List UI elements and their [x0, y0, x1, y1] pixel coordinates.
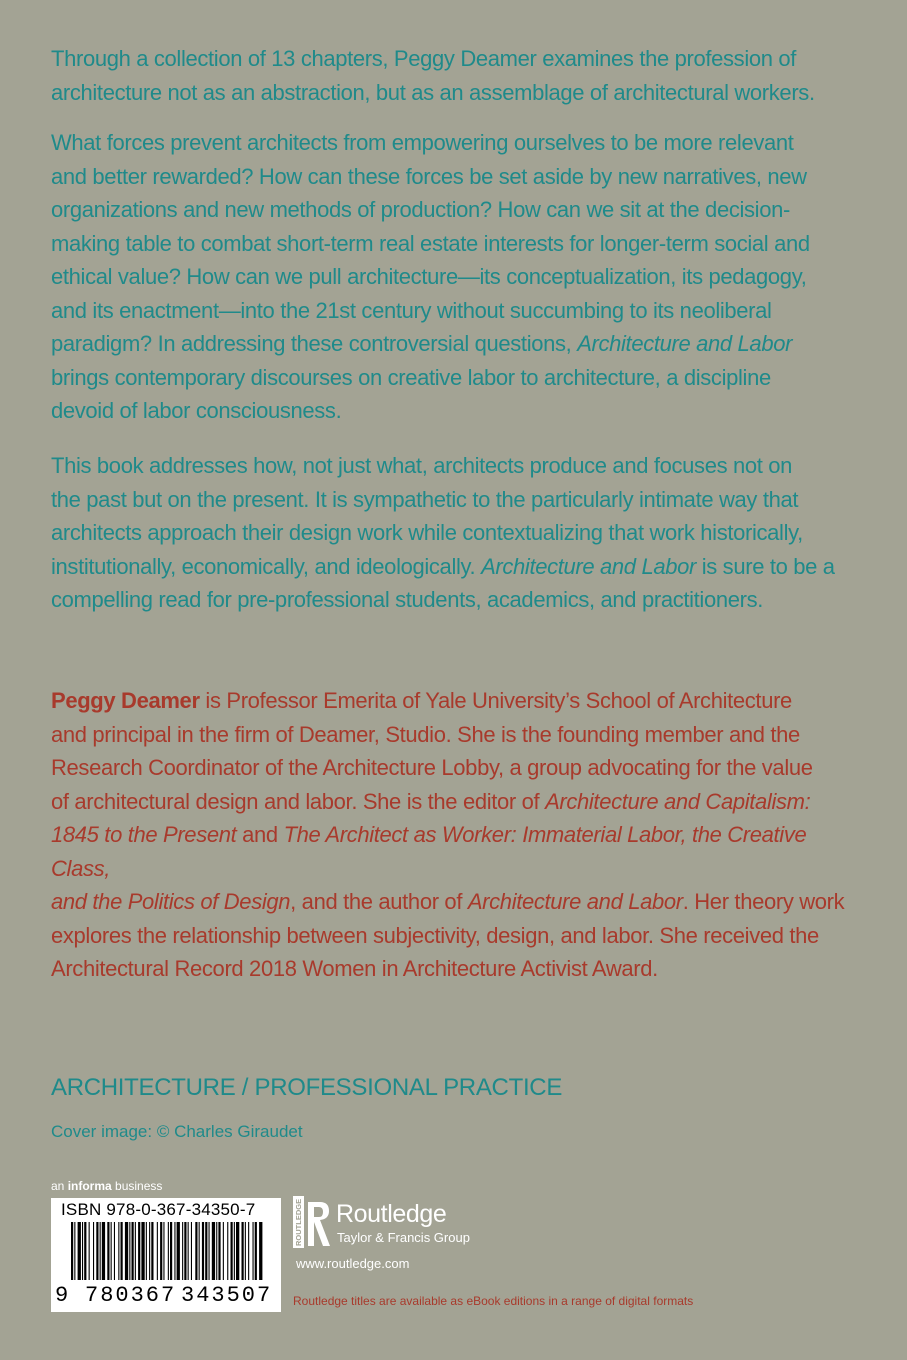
barcode-digit-first: 9 [55, 1283, 69, 1308]
barcode-bar [199, 1222, 200, 1280]
blurb-paragraph-3 [51, 449, 851, 617]
informa-business-tag [51, 1179, 162, 1193]
barcode-bar [149, 1222, 150, 1280]
ebook-availability-note: Routledge titles are available as eBook editions in a range of digital formats [293, 1294, 694, 1308]
barcode-bar [182, 1222, 183, 1280]
bio-line: Research Coordinator of the Architecture Lobby, a group advocating for the value [51, 755, 813, 780]
isbn-barcode [51, 1198, 281, 1312]
barcode-bar [184, 1222, 186, 1280]
barcode-bar [163, 1222, 164, 1280]
barcode-bar [170, 1222, 172, 1280]
barcode-digits-left: 780367 [85, 1283, 177, 1308]
barcode-bar [248, 1222, 249, 1280]
barcode-bar [202, 1222, 204, 1280]
barcode-bar [191, 1222, 192, 1280]
barcode-bar [129, 1222, 130, 1280]
barcode-bar [174, 1222, 175, 1280]
informa-text: an [51, 1179, 68, 1193]
book-title: Architecture and Labor [467, 889, 683, 914]
blurb-paragraph-2 [51, 126, 851, 428]
publisher-name: Routledge [336, 1200, 447, 1228]
publisher-group: Taylor & Francis Group [337, 1230, 470, 1245]
barcode-bar [236, 1222, 239, 1280]
blurb-line: institutionally, economically, and ideologically. [51, 553, 482, 579]
barcode-bar [71, 1222, 73, 1280]
barcode-bar [138, 1222, 140, 1280]
barcode-bar [227, 1222, 228, 1280]
barcode-bar [259, 1222, 262, 1280]
informa-brand: informa [67, 1179, 112, 1193]
barcode-bar [74, 1222, 75, 1280]
barcode-bar [107, 1222, 109, 1280]
publisher-url[interactable]: www.routledge.com [296, 1256, 410, 1271]
book-title: and the Politics of Design [51, 889, 291, 914]
barcode-bar [132, 1222, 134, 1280]
blurb-line: architects approach their design work while contextualizing that work historically, [51, 520, 803, 545]
barcode-bar [114, 1222, 115, 1280]
barcode-bars [51, 1222, 281, 1286]
barcode-bar [231, 1222, 233, 1280]
barcode-bar [168, 1222, 169, 1280]
bio-text: and [236, 822, 284, 847]
subject-category: ARCHITECTURE / PROFESSIONAL PRACTICE [51, 1074, 563, 1101]
author-name: Peggy Deamer [51, 688, 200, 713]
blurb-line: Through a collection of 13 chapters, Peggy Deamer examines the profession of [51, 46, 797, 71]
barcode-bar [118, 1222, 119, 1280]
book-title: 1845 to the Present [51, 822, 237, 847]
barcode-bar [216, 1222, 217, 1280]
barcode-bar [78, 1222, 81, 1280]
barcode-bar [209, 1222, 210, 1280]
barcode-bar [121, 1222, 123, 1280]
blurb-text: is sure to be a [695, 553, 835, 579]
barcode-bar [82, 1222, 83, 1280]
barcode-digits-right: 343507 [181, 1283, 273, 1308]
barcode-bar [160, 1222, 162, 1280]
isbn-label: ISBN 978-0-367-34350-7 [61, 1200, 256, 1219]
blurb-paragraph-1 [51, 42, 851, 109]
bio-text: . Her theory work [682, 889, 845, 914]
blurb-line: paradigm? In addressing these controversial questions, [51, 331, 578, 356]
blurb-line: ethical value? How can we pull architecture—its conceptualization, its pedagogy, [51, 264, 807, 289]
book-title: Architecture and Labor [577, 331, 793, 356]
blurb-line: brings contemporary discourses on creative labor to architecture, a discipline [51, 364, 771, 390]
barcode-bar [245, 1222, 246, 1280]
barcode-bar [96, 1222, 98, 1280]
blurb-line: making table to combat short-term real estate interests for longer-term social and [51, 230, 810, 256]
bio-line: and principal in the firm of Deamer, Studio. She is the founding member and the [51, 721, 800, 747]
barcode-bar [89, 1222, 90, 1280]
bio-line: of architectural design and labor. She is the editor of [51, 788, 546, 814]
barcode-bar [188, 1222, 189, 1280]
book-title: Architecture and Labor [481, 553, 696, 579]
informa-text: business [111, 1179, 163, 1193]
bio-text: is Professor Emerita of Yale University’s School of Architecture [199, 688, 792, 713]
bio-line: Architectural Record 2018 Women in Architecture Activist Award. [51, 956, 658, 981]
barcode-bar [223, 1222, 224, 1280]
book-title: The Architect as Worker: Immaterial Labor, the Creative Class, [51, 822, 807, 881]
barcode-bar [100, 1222, 101, 1280]
barcode-bar [205, 1222, 207, 1280]
barcode-bar [84, 1222, 86, 1280]
barcode-bar [146, 1222, 147, 1280]
barcode-bar [195, 1222, 197, 1280]
blurb-line: organizations and new methods of production? How can we sit at the decision- [51, 197, 790, 222]
blurb-line: architecture not as an abstraction, but as an assemblage of architectural workers. [51, 79, 815, 105]
barcode-bar [242, 1222, 244, 1280]
blurb-line: This book addresses how, not just what, architects produce and focuses not on [51, 453, 793, 478]
author-bio [51, 684, 851, 986]
blurb-line: devoid of labor consciousness. [51, 398, 342, 423]
bio-text: , and the author of [290, 889, 468, 914]
barcode-bar [125, 1222, 128, 1280]
barcode-bar [255, 1222, 257, 1280]
barcode-bar [253, 1222, 254, 1280]
barcode-bar [234, 1222, 235, 1280]
barcode-bar [177, 1222, 180, 1280]
barcode-bar [135, 1222, 136, 1280]
barcode-bar [141, 1222, 144, 1280]
blurb-line: What forces prevent architects from empowering ourselves to be more relevant [51, 130, 794, 155]
barcode-bar [157, 1222, 158, 1280]
routledge-logo-icon [293, 1196, 333, 1252]
cover-image-credit: Cover image: © Charles Giraudet [51, 1122, 303, 1141]
blurb-line: compelling read for pre-professional students, academics, and practitioners. [51, 587, 764, 612]
blurb-line: and better rewarded? How can these forces be set aside by new narratives, new [51, 163, 807, 189]
barcode-bar [218, 1222, 220, 1280]
logo-vertical-text: ROUTLEDGE [294, 1198, 303, 1246]
book-title: Architecture and Capitalism: [545, 788, 811, 814]
barcode-bar [151, 1222, 153, 1280]
barcode-bar [102, 1222, 105, 1280]
blurb-line: and its enactment—into the 21st century without succumbing to its neoliberal [51, 297, 772, 323]
barcode-bar [111, 1222, 112, 1280]
barcode-bar [93, 1222, 94, 1280]
barcode-bar [212, 1222, 215, 1280]
bio-line: explores the relationship between subjectivity, design, and labor. She received the [51, 922, 819, 948]
blurb-line: the past but on the present. It is sympathetic to the particularly intimate way that [51, 486, 799, 512]
